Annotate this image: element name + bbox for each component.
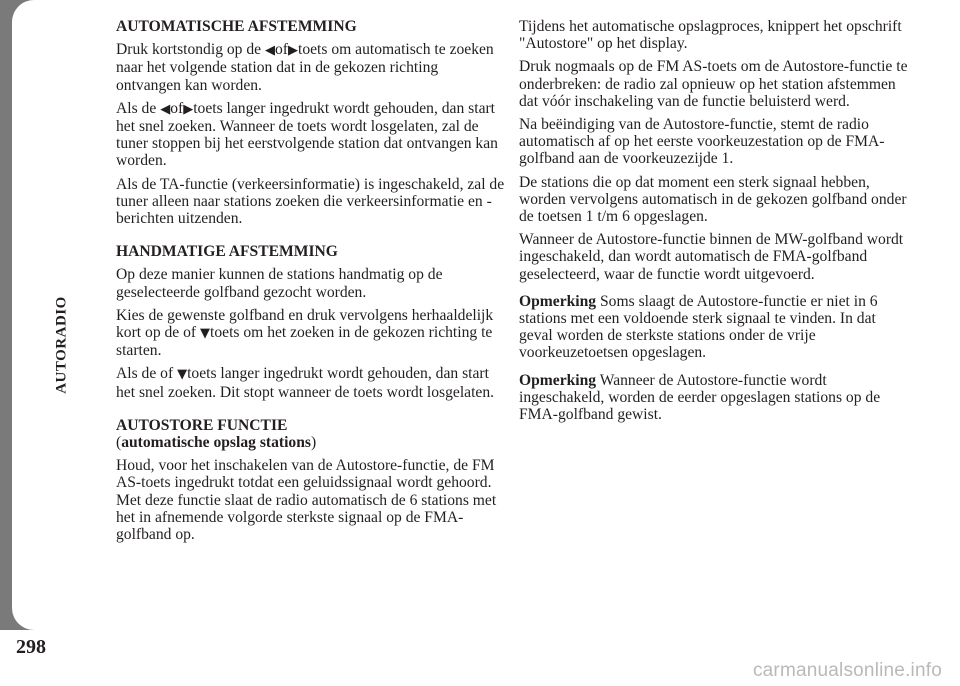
auto-tune-paragraph-1 [116, 41, 506, 94]
text-run: of [275, 41, 288, 59]
arrow-left-icon: ◀ [265, 43, 275, 59]
note-1-lead: Opmerking [519, 292, 597, 310]
arrow-down-icon: ▼ [177, 367, 188, 383]
text-run: Kies de gewenste golfband en druk vervolgens herhaaldelijk kort op de of [116, 306, 494, 342]
chapter-label: AUTORADIO [53, 296, 70, 394]
autostore-paragraph-1: Houd, voor het inschakelen van de Autostore-functie, de FM AS-toets ingedrukt totdat een geluidssignaal wordt gehoord. Met deze functie slaat de radio automatisch de 6 stations met het in afnemende volgorde sterkste signaal op de FMA-golfband op. [116, 457, 497, 544]
text-run: ( [116, 434, 122, 452]
right-paragraph-5: Wanneer de Autostore-functie binnen de MW-golfband wordt ingeschakeld, dan wordt automatisch de FMA-golfband geselecteerd, waar de functie wordt uitgevoerd. [519, 231, 904, 283]
arrow-right-icon: ▶ [288, 43, 298, 59]
text-run: ) [310, 434, 317, 452]
text-run: Als de [116, 99, 161, 117]
right-paragraph-2: Druk nogmaals op de FM AS-toets om de Autostore-functie te onderbreken: de radio zal opnieuw op het station afstemmen dat vóór inschakeling van de functie beluisterd werd. [519, 58, 908, 110]
note-1-text: Soms slaagt de Autostore-functie er niet in 6 stations met een voldoende sterk signaal te vinden. In dat geval worden de sterkste stations onder de vrije voorkeuzetoetsen opgeslagen. [519, 292, 878, 362]
autostore-subheading [116, 434, 506, 451]
chapter-sidebar [0, 0, 99, 686]
auto-tune-paragraph-2 [116, 100, 506, 170]
text-run: toets langer ingedrukt wordt gehouden, dan start het snel zoeken. Wanneer de toets wordt losgelaten, zal de tuner stoppen bij het eerstvolgende station dat ontvangen kan worden. [116, 99, 498, 170]
autostore-heading: AUTOSTORE FUNCTIE [116, 416, 288, 434]
arrow-left-icon: ◀ [160, 101, 171, 117]
chapter-tab-band [0, 0, 99, 630]
note-2-text: Wanneer de Autostore-functie wordt ingeschakeld, worden de eerder opgeslagen stations op de FMA-golfband gewist. [519, 371, 881, 424]
arrow-right-icon: ▶ [183, 101, 194, 117]
text-run: of [170, 99, 184, 117]
note-1 [519, 293, 911, 362]
text-run: toets langer ingedrukt wordt gehouden, dan start het snel zoeken. Dit stopt wanneer de toets wordt losgelaten. [116, 365, 495, 401]
auto-tune-heading: AUTOMATISCHE AFSTEMMING [116, 18, 357, 35]
left-column [116, 18, 506, 549]
right-paragraph-3: Na beëindiging van de Autostore-functie, stemt de radio automatisch af op het eerste voorkeuzestation op de FMA-golfband aan de voorkeuzezijde 1. [519, 116, 885, 168]
note-2-lead: Opmerking [519, 371, 597, 389]
text-run: Druk kortstondig op de [116, 41, 265, 59]
right-column [519, 18, 911, 429]
manual-tune-heading: HANDMATIGE AFSTEMMING [116, 243, 338, 261]
page-number: 298 [16, 636, 46, 658]
text-run: toets om automatisch te zoeken naar het volgende station dat in de gekozen richting ontvangen kan worden. [116, 41, 494, 94]
manual-tune-paragraph-1: Op deze manier kunnen de stations handmatig op de geselecteerde golfband gezocht worden. [116, 266, 443, 301]
watermark: carmanualsonline.info [752, 660, 942, 681]
right-paragraph-4: De stations die op dat moment een sterk signaal hebben, worden vervolgens automatisch in de gekozen golfband onder de toetsen 1 t/m 6 opgeslagen. [519, 173, 907, 226]
text-run: Als de of [116, 365, 178, 383]
manual-tune-paragraph-3 [116, 365, 506, 400]
autostore-subheading-bold: automatische opslag stations [121, 434, 311, 452]
note-2 [519, 372, 911, 424]
right-paragraph-1: Tijdens het automatische opslagproces, knippert het opschrift "Autostore" op het display. [519, 18, 902, 53]
text-run: toets om het zoeken in de gekozen richting te starten. [116, 324, 493, 360]
auto-tune-paragraph-3: Als de TA-functie (verkeersinformatie) is ingeschakeld, zal de tuner alleen naar stations zoeken die verkeersinformatie en -berichten uitzenden. [116, 175, 505, 228]
arrow-down-icon: ▼ [200, 326, 211, 342]
manual-tune-paragraph-2 [116, 307, 506, 360]
